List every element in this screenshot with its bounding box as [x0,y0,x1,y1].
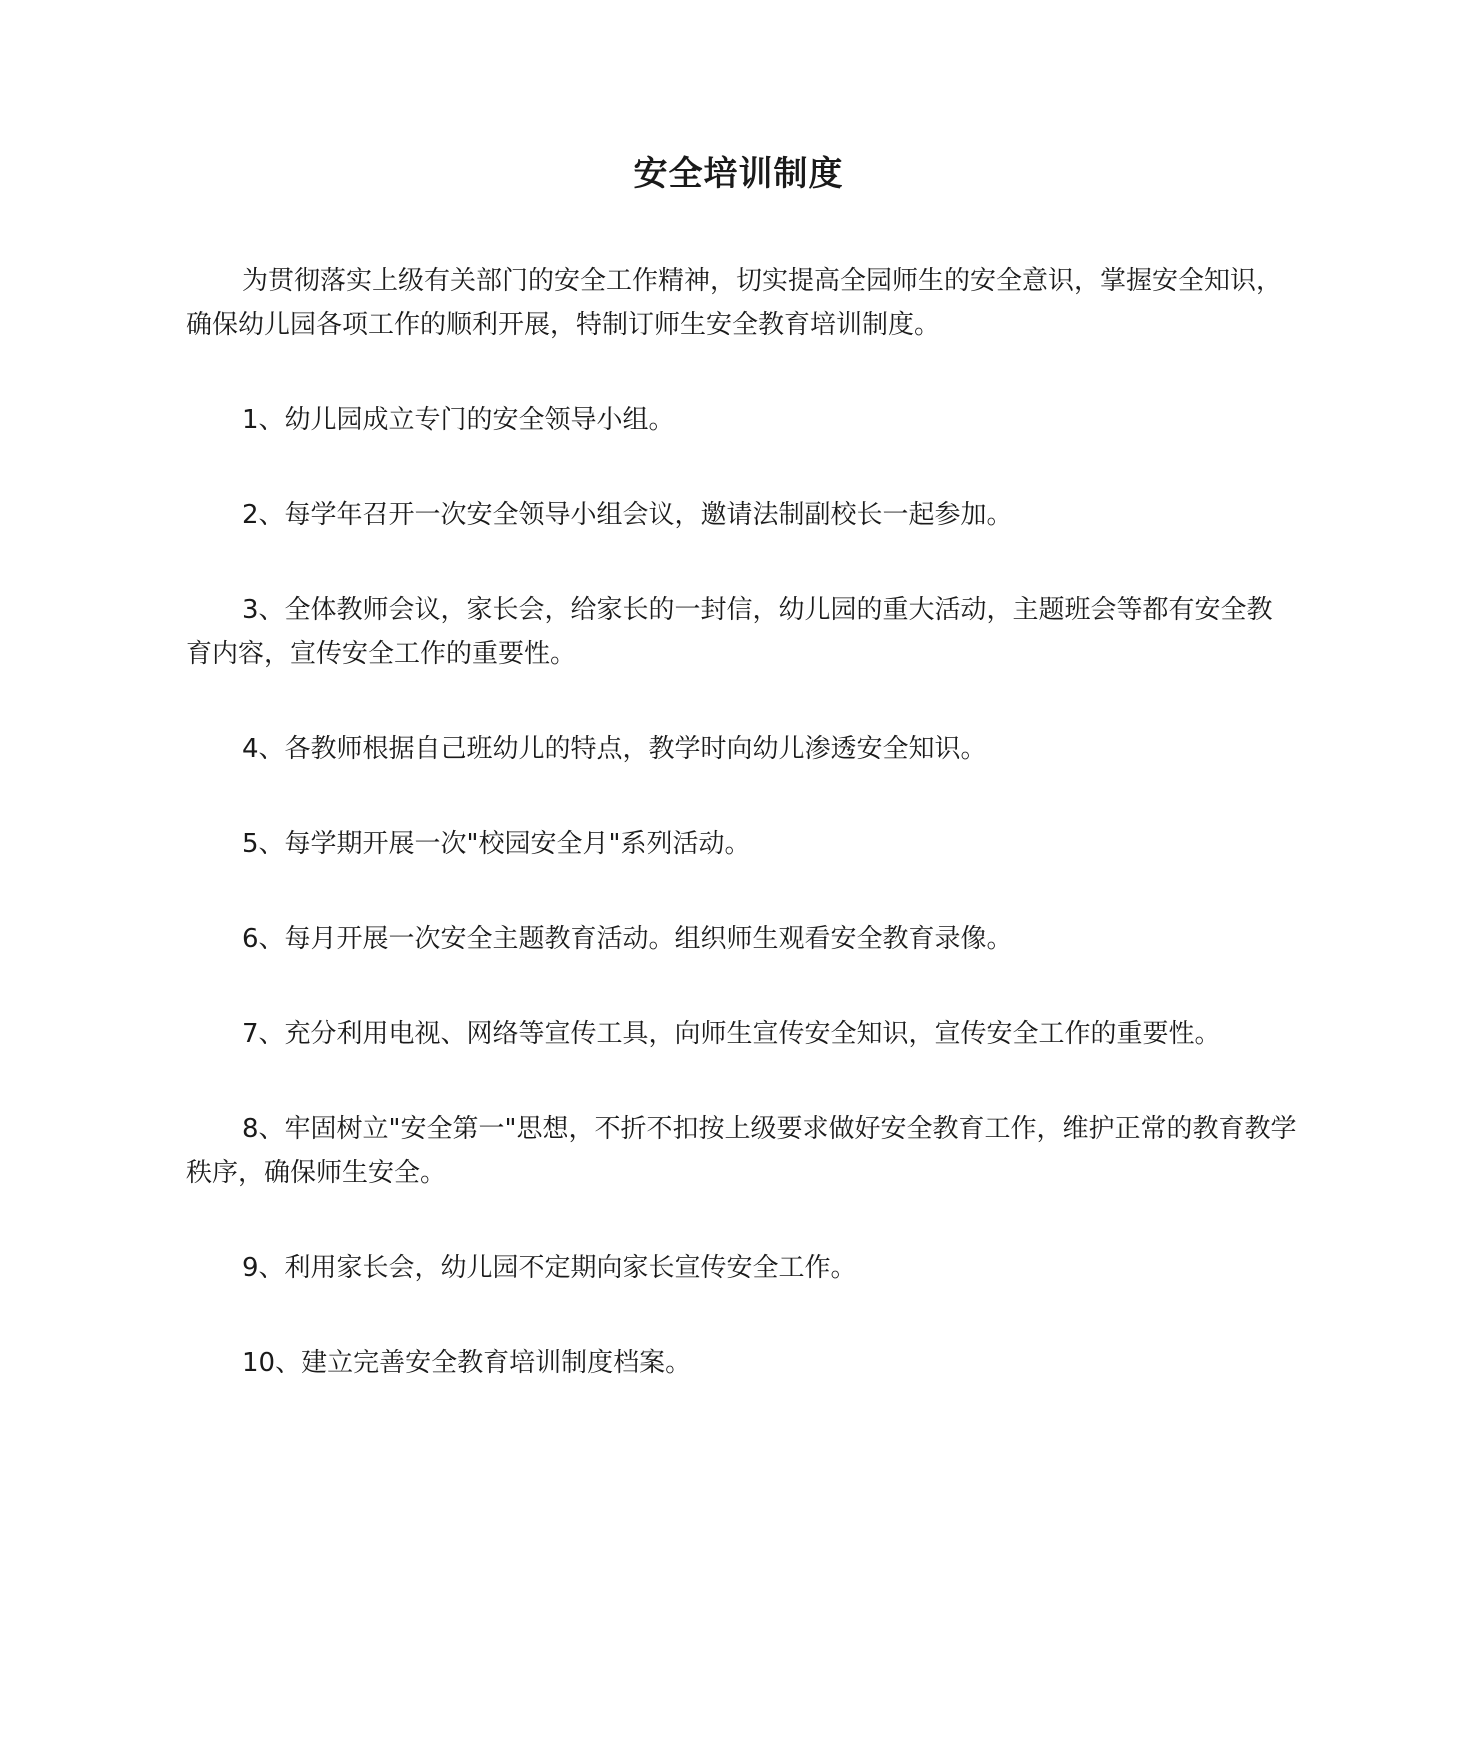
rule-item-3: 3、全体教师会议，家长会，给家长的一封信，幼儿园的重大活动，主题班会等都有安全教育内容，宣传安全工作的重要性。 [186,595,1273,669]
rule-item-6: 6、每月开展一次安全主题教育活动。组织师生观看安全教育录像。 [242,924,1013,954]
rule-item-2: 2、每学年召开一次安全领导小组会议，邀请法制副校长一起参加。 [242,500,1013,530]
rule-item-1: 1、幼儿园成立专门的安全领导小组。 [242,405,675,435]
rule-item-8: 8、牢固树立"安全第一"思想，不折不扣按上级要求做好安全教育工作，维护正常的教育教学秩序，确保师生安全。 [186,1114,1297,1188]
rule-item-9: 9、利用家长会，幼儿园不定期向家长宣传安全工作。 [242,1253,857,1283]
intro-paragraph: 为贯彻落实上级有关部门的安全工作精神，切实提高全园师生的安全意识，掌握安全知识，确保幼儿园各项工作的顺利开展，特制订师生安全教育培训制度。 [186,266,1283,340]
rule-item-4: 4、各教师根据自己班幼儿的特点，教学时向幼儿渗透安全知识。 [242,734,987,764]
rule-item-7: 7、充分利用电视、网络等宣传工具，向师生宣传安全知识，宣传安全工作的重要性。 [242,1019,1221,1049]
rule-item-5: 5、每学期开展一次"校园安全月"系列活动。 [242,829,751,859]
document-title: 安全培训制度 [633,154,844,194]
document-body [186,259,1298,1436]
rule-item-10: 10、建立完善安全教育培训制度档案。 [242,1348,692,1378]
